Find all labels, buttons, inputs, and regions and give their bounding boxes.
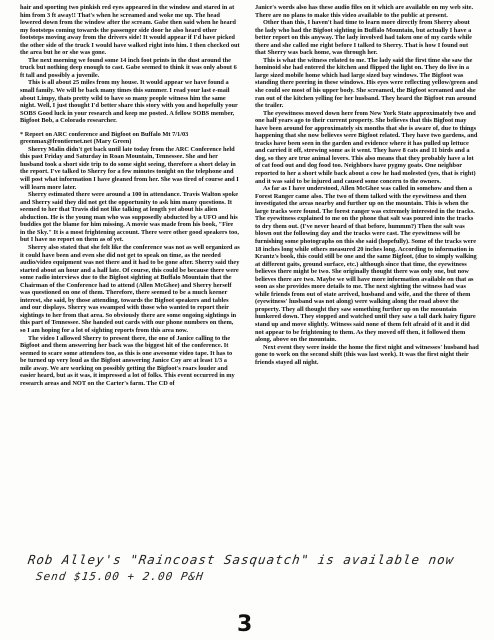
handwritten-ad-line: Rob Alley's "Raincoast Sasquatch" is available now xyxy=(26,552,456,567)
paragraph: Next event they were inside the home the first night and witnesses' husband had gone to work on the second shift (this was last week). It was the first night their friends stayed all night. xyxy=(255,343,479,366)
paragraph: This is all about 25 miles from my house. It would appear we have found a small family. We will be back many times this summer. I read your last e-mail about Limpy, thats pretty wild to have so many people witness him the same night. Well, I just thought I'd better share this story with you and hopefully your SOBS Good luck in your research and keep me posted. A fellow SOBS member, Bigfoot Bob, a Colorado researcher. xyxy=(20,79,238,125)
handwritten-price-line: Send $15.00 + 2.00 P&H xyxy=(35,570,205,583)
paragraph: Sherry estimated there were around a 100 in attendance. Travis Walton spoke and Sherry said they did not get the opportunity to ask him many questions. It seemed to her that Travis did not like talking at length yet about his alien abduction. He is the young man who was supposedly abducted by a UFO and his buddies got the blame for him missing. A movie was made from his book, "Fire in the Sky." It is a most frightening account. There were other good speakers too, but I have no report on them as of yet. xyxy=(20,191,239,244)
right-column xyxy=(255,4,479,366)
paragraph: As far as I have understood, Allen McGhee was called in somehow and then a Forest Ranger came also. The two of them talked with the eyewitness and then investigated the areas nearby and further up on the mountain. This is when the large tracks were found. The forest ranger was extremely interested in the tracks. The eyewitness explained to me on the phone that salt was poured into the tracks to dry them out. (I've never heard of that before, hummm?) Then the salt was blown out the following day and the tracks were cast. The eyewitness will be furnishing some photographs on this she said (hopefully). Some of the tracks were 18 inches long while others measured 20 inches long. According to information in Krantz's book, this could still be one and the same Bigfoot, (due to simply walking at different gaits, ground surface, etc.) although since that time, the eyewitness believes there might be two. She originally thought there was only one, but now believes there are two. Maybe we will have more information available on that as soon as she provides more details to me. The next sighting the witness had was while friends from out of state arrived, husband and wife, and the three of them (eyewitness' husband was not along) were walking along the road above the property. They all thought they saw something further up on the mountain hunkered down. They stopped and watched until they saw a tall dark hairy figure stand up and move slightly. Witness said none of them felt afraid of it and it did not appear to be frightening to them. As they moved off then, it followed them along, above on the mountain. xyxy=(255,185,477,344)
page-number: 3 xyxy=(237,612,253,637)
report-heading: * Report on ARC conference and Bigfoot on Buffalo Mt 7/1/03 greenmax@frontiernet.net (Mary Green) xyxy=(20,130,189,146)
paragraph: This is what the witness related to me. The lady said the first time she saw the hominoid she had entered the kitchen and flipped the light on. They do live in a large sized mobile home which had large sized bay windows. The Bigfoot was standing there peering in these windows. His eyes were reflecting yellow/green and she could see most of his upper body. She screamed, the Bigfoot screamed and she ran out of the kitchen yelling for her husband. They heard the Bigfoot run around the trailer. xyxy=(255,56,478,110)
paragraph: The video I allowed Sherry to present there, the one of Janice calling to the Bigfoot and them answering her back was the biggest hit of the conference. It seemed to scare some attendees too, as this is one awesome video tape. It has to be turned up very loud as the Bigfoot answering Janice Coy are at least 1/3 a mile away. We are working on possibly getting the Bigfoot's roars louder and easier heard, but as it was, it impressed a lot of folks. This event occurred in my research areas and NOT on the Carter's farm. The CD of xyxy=(20,334,235,387)
paragraph: Sherry also stated that she felt like the conference was not as well organized as it could have been and even she did not get to speak on time, as the needed audio/video equipment was not there and it had to be gone after. Sherry said they started about an hour and a half late. Of course, this could be because there were some radio interviews due to the Bigfoot sighting at Buffalo Mountain that the Chairman of the Conference had to attend (Allen McGhee) and Sherry herself was questioned on one of them. Therefore, there seemed to be a much keener interest, she said, by those attending, towards the Bigfoot speakers and tables and our displays. Sherry was swamped with those who wanted to report their sightings to her from that area. So obviously there are some ongoing sightings in this part of Tennessee. She handed out cards with our phone numbers on them, so I am hoping for a lot of sighting reports from this area now. xyxy=(20,243,240,334)
paragraph: The next morning we found some 14 inch foot prints in the dust around the truck but nothing deep enough to cast. Gabe seemed to think it was only about 6 ft tall and possibly a juvenile. xyxy=(20,56,237,79)
paragraph: The eyewitness moved down here from New York State approximately two and one half years ago to their current property. She believes that this Bigfoot may have been around for approximately six months that she is aware of, due to things happening that she now believes were Bigfoot related. They have two gardens, and tracks have been seen in the garden and evidence where it has pulled up lettuce and carried it off, strewing some as it went. They have 8 cats and 11 birds and a dog, so they are true animal lovers. This also means that they probably have a lot of cat food out and dog food too. Neighbors have pygmy goats. One neighbor reported to her a short while back about a cow he had molested (yes, that is right) and it was said to be injured and caused some concern to the owners. xyxy=(255,109,478,185)
paragraph: hair and sporting two pinkish red eyes appeared in the window and stared in at him from 3 ft away!! That's when he screamed and woke me up. The head lowered down from the window after the scream. Gabe then said when he heard my footsteps coming towards the passenger side door he also heard other footsteps moving away from the drivers side! It would appear if I'd have picked the other side of the truck I would have walked right into him. I then checked out the area but he or she was gone. xyxy=(20,4,240,57)
paragraph: Janice's words also has these audio files on it which are available on my web site. There are no plans to make this video available to the public at present. xyxy=(255,4,474,19)
left-column xyxy=(20,4,240,387)
paragraph: Other than this, I haven't had time to learn more directly from Sherry about the lady who had the Bigfoot sighting in Buffalo Mountain, but actually I have a better report on this anyway. The lady involved had taken one of my cards while there and she called me right before I talked to Sherry. That is how I found out that Sherry was back home, was through her. xyxy=(255,19,472,57)
paragraph: Sherry Malin didn't get back until late today from the ARC Conference held this past Friday and Saturday in Roan Mountain, Tennessee. She and her husband took a short side trip to do some sight seeing, therefore a short delay in the report. I've talked to Sherry for a few minutes tonight on the telephone and will post what information I have gleaned from her. She was tired of course and I will learn more later. xyxy=(20,145,239,191)
